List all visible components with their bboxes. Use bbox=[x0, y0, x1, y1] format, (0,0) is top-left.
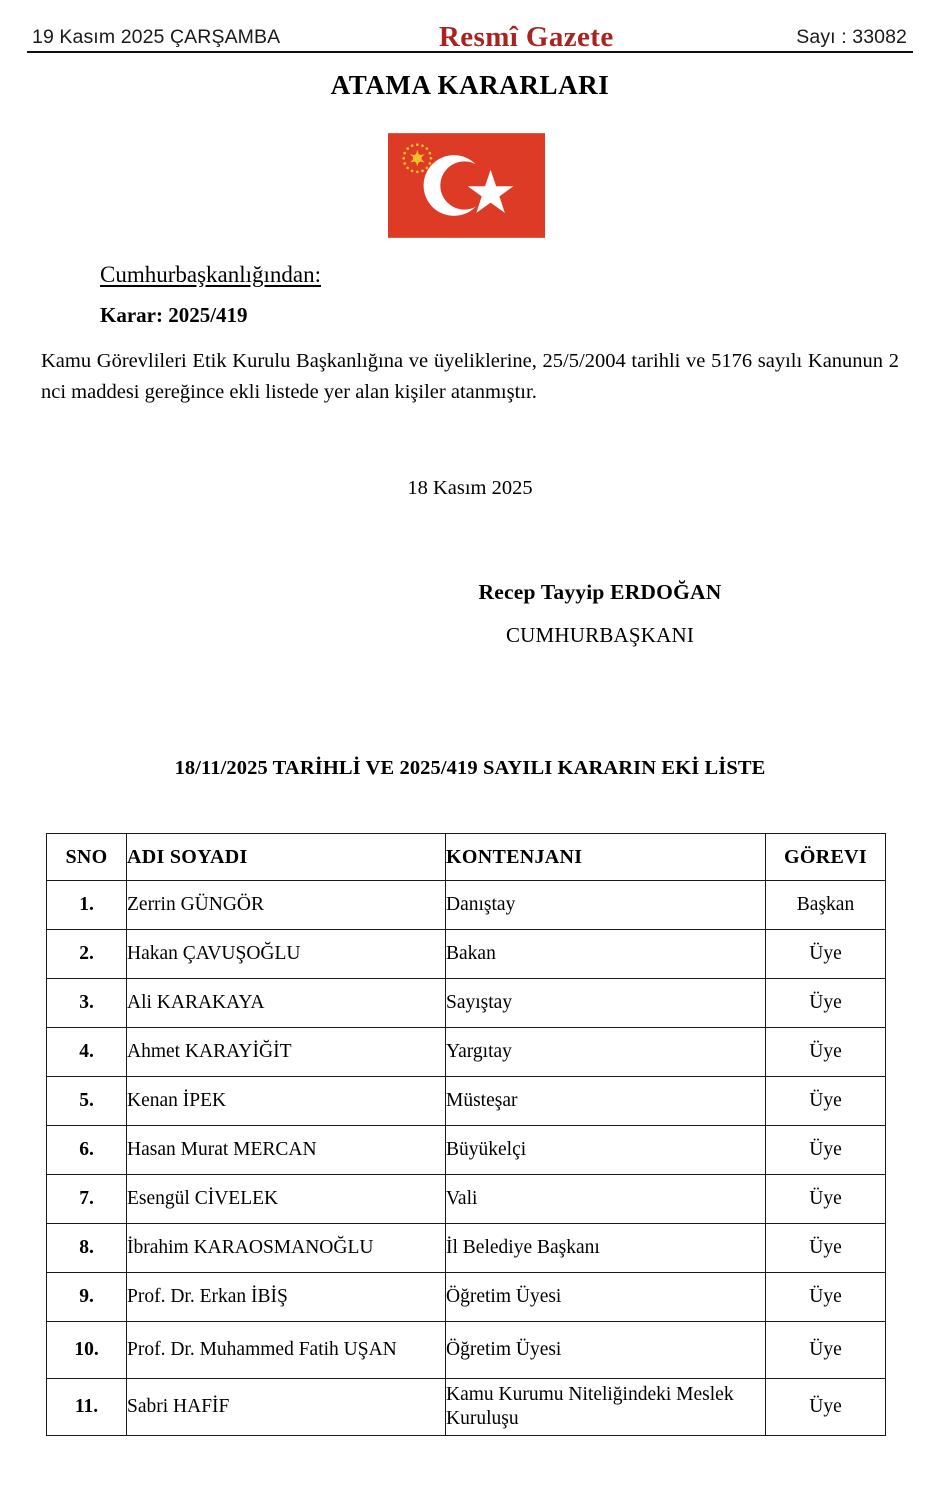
page-title: ATAMA KARARLARI bbox=[330, 70, 610, 100]
cell-role: Üye bbox=[766, 1028, 886, 1077]
cell-role: Üye bbox=[766, 930, 886, 979]
table-header-row bbox=[47, 834, 886, 881]
cell-role: Üye bbox=[766, 1322, 886, 1379]
decree-number: Karar: 2025/419 bbox=[100, 303, 248, 327]
cell-role: Üye bbox=[766, 979, 886, 1028]
cell-name: Esengül CİVELEK bbox=[127, 1175, 446, 1224]
cell-quota: Öğretim Üyesi bbox=[446, 1273, 766, 1322]
signatory-name: Recep Tayyip ERDOĞAN bbox=[478, 580, 722, 604]
cell-name: Sabri HAFİF bbox=[127, 1379, 446, 1436]
cell-sno: 10. bbox=[47, 1322, 127, 1379]
cell-role: Üye bbox=[766, 1379, 886, 1436]
table-row bbox=[47, 1273, 886, 1322]
cell-role: Üye bbox=[766, 1273, 886, 1322]
cell-name: Kenan İPEK bbox=[127, 1077, 446, 1126]
turkish-presidential-flag-icon bbox=[388, 131, 545, 240]
appointments-table-body bbox=[47, 881, 886, 1436]
table-row bbox=[47, 1224, 886, 1273]
gazette-issue-number: Sayı : 33082 bbox=[796, 25, 907, 48]
cell-sno: 5. bbox=[47, 1077, 127, 1126]
cell-quota: İl Belediye Başkanı bbox=[446, 1224, 766, 1273]
cell-quota: Büyükelçi bbox=[446, 1126, 766, 1175]
cell-role: Üye bbox=[766, 1077, 886, 1126]
cell-sno: 11. bbox=[47, 1379, 127, 1436]
cell-sno: 8. bbox=[47, 1224, 127, 1273]
cell-quota: Kamu Kurumu Niteliğindeki Meslek Kuruluşu bbox=[446, 1379, 766, 1436]
table-row bbox=[47, 1126, 886, 1175]
cell-sno: 4. bbox=[47, 1028, 127, 1077]
column-header-sno: SNO bbox=[47, 834, 127, 881]
cell-sno: 2. bbox=[47, 930, 127, 979]
cell-role: Üye bbox=[766, 1126, 886, 1175]
table-row bbox=[47, 881, 886, 930]
cell-sno: 7. bbox=[47, 1175, 127, 1224]
cell-sno: 6. bbox=[47, 1126, 127, 1175]
decree-body-text: Kamu Görevlileri Etik Kurulu Başkanlığına ve üyeliklerine, 25/5/2004 tarihli ve 5176 sayılı Kanunun 2 nci maddesi gereğince ekli listede yer alan kişiler atanmıştır. bbox=[41, 350, 899, 403]
column-header-role: GÖREVI bbox=[766, 834, 886, 881]
cell-role: Başkan bbox=[766, 881, 886, 930]
annex-list-title: 18/11/2025 TARİHLİ VE 2025/419 SAYILI KARARIN EKİ LİSTE bbox=[174, 757, 766, 779]
masthead bbox=[27, 20, 913, 54]
cell-sno: 9. bbox=[47, 1273, 127, 1322]
signatory-role: CUMHURBAŞKANI bbox=[505, 623, 695, 647]
table-row bbox=[47, 1175, 886, 1224]
cell-sno: 1. bbox=[47, 881, 127, 930]
column-header-quota: KONTENJANI bbox=[446, 834, 766, 881]
table-row bbox=[47, 979, 886, 1028]
cell-name: Zerrin GÜNGÖR bbox=[127, 881, 446, 930]
cell-name: Prof. Dr. Muhammed Fatih UŞAN bbox=[127, 1322, 446, 1379]
cell-name: Ali KARAKAYA bbox=[127, 979, 446, 1028]
cell-name: Hakan ÇAVUŞOĞLU bbox=[127, 930, 446, 979]
gazette-title: Resmî Gazete bbox=[438, 20, 614, 53]
cell-sno: 3. bbox=[47, 979, 127, 1028]
column-header-name: ADI SOYADI bbox=[127, 834, 446, 881]
cell-quota: Müsteşar bbox=[446, 1077, 766, 1126]
decree-issuer: Cumhurbaşkanlığından: bbox=[100, 262, 322, 287]
cell-name: Prof. Dr. Erkan İBİŞ bbox=[127, 1273, 446, 1322]
table-row bbox=[47, 1077, 886, 1126]
cell-name: Hasan Murat MERCAN bbox=[127, 1126, 446, 1175]
appointments-table bbox=[46, 833, 886, 1436]
cell-quota: Danıştay bbox=[446, 881, 766, 930]
cell-role: Üye bbox=[766, 1224, 886, 1273]
decree-date: 18 Kasım 2025 bbox=[407, 477, 533, 499]
cell-name: İbrahim KARAOSMANOĞLU bbox=[127, 1224, 446, 1273]
cell-quota: Bakan bbox=[446, 930, 766, 979]
table-row bbox=[47, 1028, 886, 1077]
cell-quota: Vali bbox=[446, 1175, 766, 1224]
cell-name: Ahmet KARAYİĞİT bbox=[127, 1028, 446, 1077]
gazette-date: 19 Kasım 2025 ÇARŞAMBA bbox=[32, 25, 281, 48]
table-row bbox=[47, 1322, 886, 1379]
table-row bbox=[47, 1379, 886, 1436]
masthead-divider bbox=[27, 51, 913, 53]
cell-quota: Sayıştay bbox=[446, 979, 766, 1028]
cell-quota: Yargıtay bbox=[446, 1028, 766, 1077]
table-row bbox=[47, 930, 886, 979]
cell-quota: Öğretim Üyesi bbox=[446, 1322, 766, 1379]
cell-role: Üye bbox=[766, 1175, 886, 1224]
